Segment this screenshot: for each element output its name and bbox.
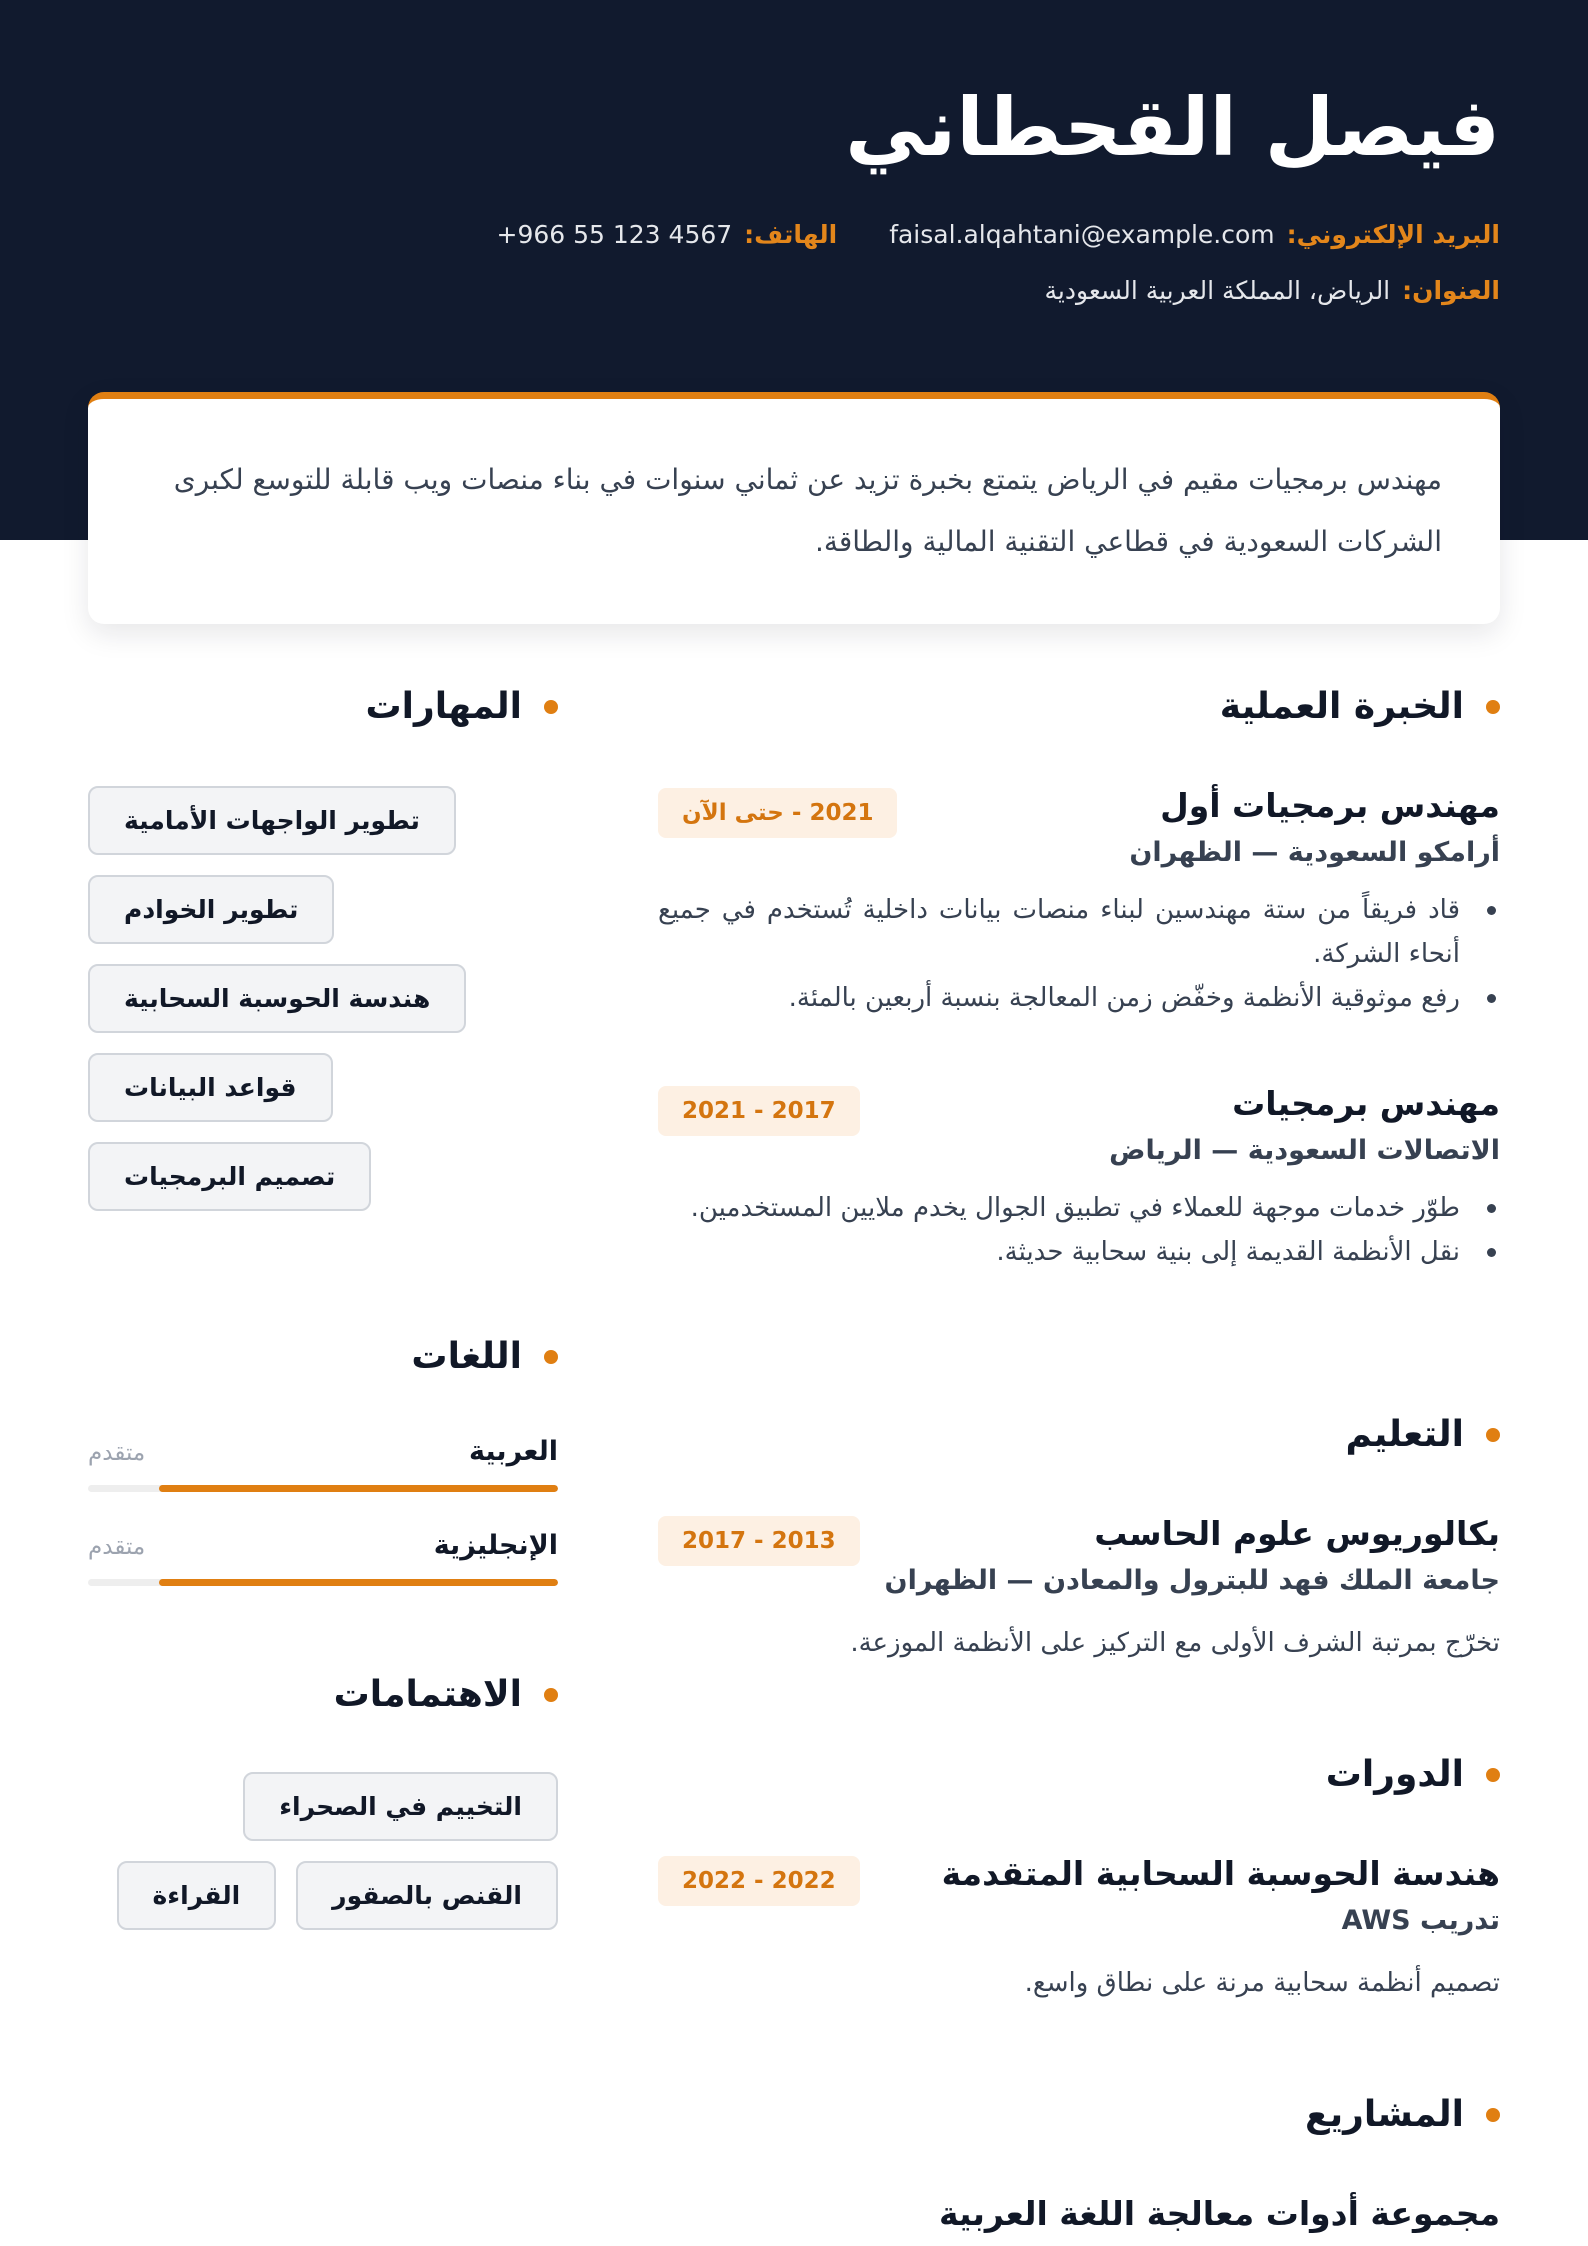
contact-address (1044, 276, 1500, 305)
person-name: فيصل القحطاني (845, 81, 1500, 174)
job-bullet: رفع موثوقية الأنظمة وخفّض زمن المعالجة بنسبة أربعين بالمئة. (658, 976, 1460, 1020)
job-bullet: قاد فريقاً من ستة مهندسين لبناء منصات بيانات داخلية تُستخدم في جميع أنحاء الشركة. (658, 888, 1460, 976)
skill-chip: تطوير الواجهات الأمامية (88, 786, 456, 855)
interests-list (88, 1772, 558, 1930)
bullet-dot-icon (544, 1688, 558, 1702)
contact-row-primary (497, 220, 1501, 249)
bullet-dot-icon (1486, 700, 1500, 714)
bullet-dot-icon (1486, 2108, 1500, 2122)
job-bullet: طوّر خدمات موجهة للعملاء في تطبيق الجوال يخدم ملايين المستخدمين. (658, 1186, 1460, 1230)
contact-phone (497, 220, 838, 249)
language-item (88, 1436, 558, 1492)
bullet-dot-icon (1486, 1768, 1500, 1782)
experience-entry (658, 1084, 1500, 1274)
course-entry (658, 1854, 1500, 1998)
proficiency-bar (88, 1485, 558, 1492)
bullet-dot-icon (544, 1350, 558, 1364)
education-entry (658, 1514, 1500, 1658)
languages-section-title: اللغات (411, 1336, 558, 1377)
courses-section-title: الدورات (1326, 1754, 1500, 1795)
address-value: الرياض، المملكة العربية السعودية (1044, 276, 1391, 305)
job-bullet: نقل الأنظمة القديمة إلى بنية سحابية حديثة. (658, 1230, 1460, 1274)
experience-section-title: الخبرة العملية (1220, 686, 1500, 727)
address-label: العنوان: (1402, 276, 1500, 305)
degree-title: بكالوريوس علوم الحاسب (1094, 1514, 1500, 1553)
course-provider: تدريب AWS (1341, 1905, 1500, 1936)
language-name: الإنجليزية (433, 1530, 558, 1561)
job-title: مهندس برمجيات (1232, 1084, 1500, 1123)
interests-section-title: الاهتمامات (334, 1674, 558, 1715)
date-badge: 2017 - 2021 (658, 1086, 860, 1136)
education-description: تخرّج بمرتبة الشرف الأولى مع التركيز على الأنظمة الموزعة. (850, 1628, 1500, 1658)
job-organization: الاتصالات السعودية — الرياض (1109, 1135, 1500, 1166)
skill-chip: هندسة الحوسبة السحابية (88, 964, 466, 1033)
date-badge: 2022 - 2022 (658, 1856, 860, 1906)
summary-text: مهندس برمجيات مقيم في الرياض يتمتع بخبرة تزيد عن ثماني سنوات في بناء منصات ويب قابلة للتوسع لكبرى الشركات السعودية في قطاعي التقنية المالية والطاقة. (173, 463, 1442, 558)
interest-chip: القراءة (117, 1861, 277, 1930)
date-badge: 2021 - حتى الآن (658, 788, 897, 838)
skill-chip: تصميم البرمجيات (88, 1142, 371, 1211)
skills-list (88, 786, 558, 1231)
proficiency-bar-fill (159, 1485, 559, 1492)
language-item (88, 1530, 558, 1586)
phone-value[interactable]: +966 55 123 4567 (496, 220, 733, 249)
contact-row-secondary (1044, 276, 1500, 305)
summary-card (88, 392, 1500, 624)
education-section-title: التعليم (1346, 1414, 1501, 1455)
institution: جامعة الملك فهد للبترول والمعادن — الظهران (884, 1565, 1500, 1596)
email-value[interactable]: faisal.alqahtani@example.com (889, 220, 1275, 249)
proficiency-bar-fill (159, 1579, 559, 1586)
date-badge: 2013 - 2017 (658, 1516, 860, 1566)
email-label: البريد الإلكتروني: (1286, 220, 1500, 249)
skill-chip: قواعد البيانات (88, 1053, 333, 1122)
job-organization: أرامكو السعودية — الظهران (1129, 837, 1500, 868)
skill-chip: تطوير الخوادم (88, 875, 334, 944)
language-level: متقدم (88, 1440, 146, 1466)
course-description: تصميم أنظمة سحابية مرنة على نطاق واسع. (1024, 1968, 1500, 1998)
bullet-dot-icon (1486, 1428, 1500, 1442)
interest-chip: التخييم في الصحراء (243, 1772, 558, 1841)
experience-entry (658, 786, 1500, 1020)
language-name: العربية (469, 1436, 558, 1467)
job-bullets (658, 888, 1500, 1020)
contact-email (889, 220, 1500, 249)
phone-label: الهاتف: (744, 220, 838, 249)
project-entry (658, 2194, 1500, 2233)
proficiency-bar (88, 1579, 558, 1586)
job-bullets (658, 1186, 1500, 1274)
bullet-dot-icon (544, 700, 558, 714)
course-title: هندسة الحوسبة السحابية المتقدمة (941, 1854, 1500, 1893)
job-title: مهندس برمجيات أول (1160, 786, 1500, 825)
projects-section-title: المشاريع (1305, 2094, 1500, 2135)
project-title: مجموعة أدوات معالجة اللغة العربية (939, 2194, 1500, 2233)
language-level: متقدم (88, 1534, 146, 1560)
skills-section-title: المهارات (365, 686, 558, 727)
interest-chip: القنص بالصقور (296, 1861, 558, 1930)
